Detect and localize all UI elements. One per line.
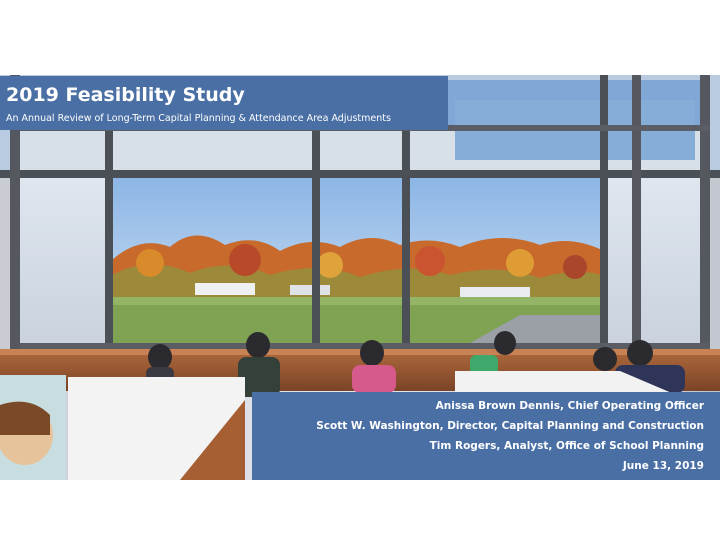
title-banner — [0, 76, 448, 130]
page-title: 2019 Feasibility Study — [6, 84, 245, 106]
presenter-banner — [252, 392, 720, 480]
presenter-coo: Anissa Brown Dennis, Chief Operating Officer — [435, 400, 704, 412]
page-subtitle: An Annual Review of Long-Term Capital Planning & Attendance Area Adjustments — [6, 113, 391, 124]
presenter-analyst: Tim Rogers, Analyst, Office of School Planning — [429, 440, 704, 452]
presenter-director: Scott W. Washington, Director, Capital Planning and Construction — [316, 420, 704, 432]
presentation-date: June 13, 2019 — [622, 460, 704, 472]
